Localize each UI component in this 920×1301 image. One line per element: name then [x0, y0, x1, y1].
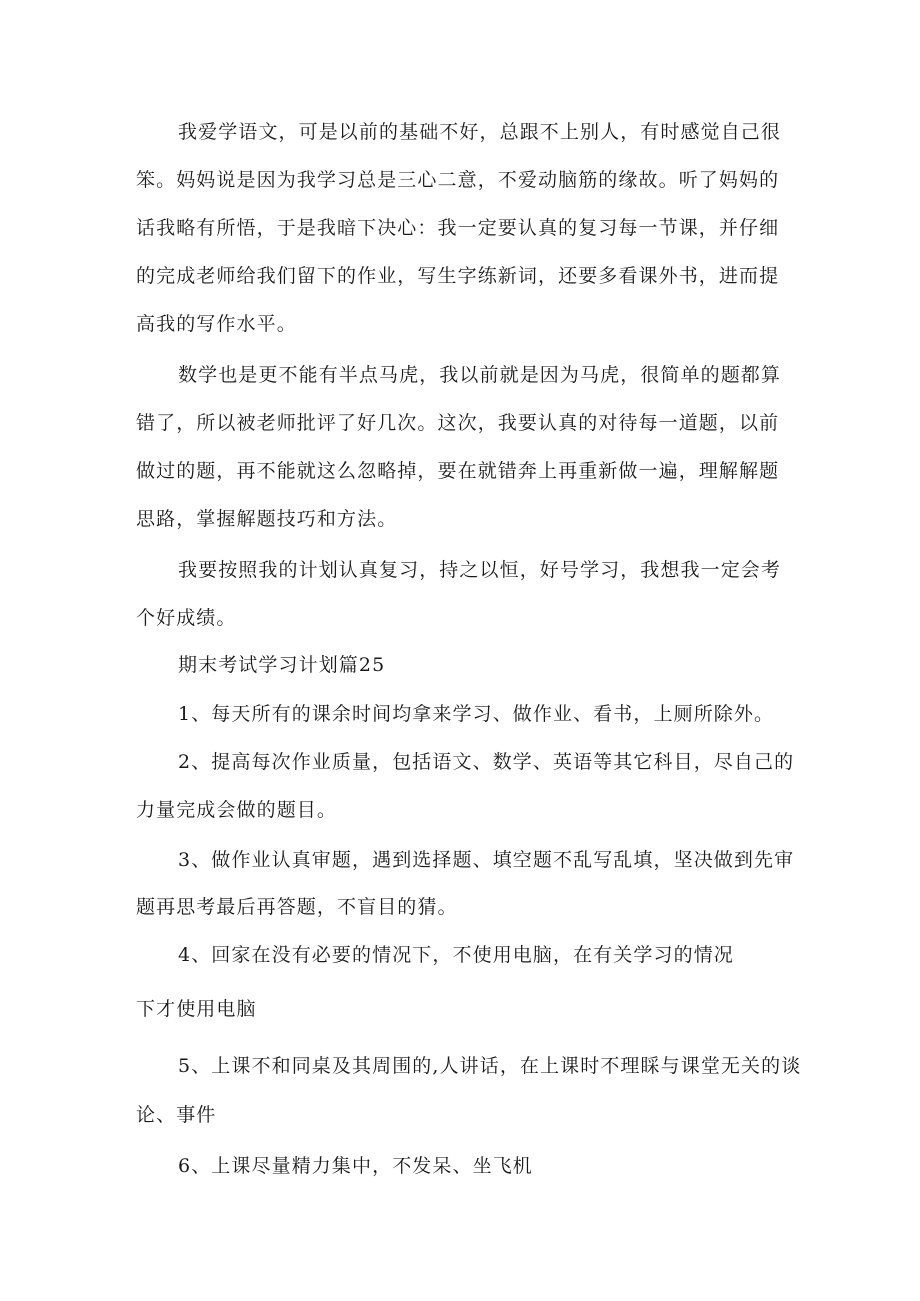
paragraph-1-line-4: 的完成老师给我们留下的作业，写生字练新词，还要多看课外书，进而提: [136, 265, 780, 287]
item-6-line-1: 6、上课尽量精力集中，不发呆、坐飞机: [178, 1155, 533, 1177]
paragraph-1-line-3: 话我略有所悟，于是我暗下决心：我一定要认真的复习每一节课，并仔细: [136, 217, 780, 239]
paragraph-2-line-3: 做过的题，再不能就这么忽略掉，要在就错奔上再重新做一遍，理解解题: [136, 460, 780, 482]
item-3-line-2: 题再思考最后再答题，不盲目的猜。: [136, 896, 458, 918]
item-5-line-2: 论、事件: [136, 1104, 217, 1126]
item-2-line-1: 2、提高每次作业质量，包括语文、数学、英语等其它科目，尽自己的: [178, 751, 795, 773]
paragraph-2-line-1: 数学也是更不能有半点马虎，我以前就是因为马虎，很简单的题都算: [178, 364, 782, 386]
paragraph-1-line-5: 高我的写作水平。: [136, 313, 297, 335]
paragraph-1-line-2: 笨。妈妈说是因为我学习总是三心二意，不爱动脑筋的缘故。听了妈妈的: [136, 169, 780, 191]
item-5-line-1: 5、上课不和同桌及其周围的,人讲话，在上课时不理睬与课堂无关的谈: [178, 1055, 802, 1077]
paragraph-3-line-1: 我要按照我的计划认真复习，持之以恒，好号学习，我想我一定会考: [178, 559, 782, 581]
section-title: 期末考试学习计划篇25: [178, 654, 386, 676]
paragraph-3-line-2: 个好成绩。: [136, 607, 237, 629]
item-4-line-2: 下才使用电脑: [136, 998, 257, 1020]
item-3-line-1: 3、做作业认真审题，遇到选择题、填空题不乱写乱填，坚决做到先审: [178, 849, 795, 871]
item-4-line-1: 4、回家在没有必要的情况下，不使用电脑，在有关学习的情况: [178, 944, 734, 966]
paragraph-2-line-4: 思路，掌握解题技巧和方法。: [136, 508, 398, 530]
paragraph-2-line-2: 错了，所以被老师批评了好几次。这次，我要认真的对待每一道题，以前: [136, 412, 780, 434]
item-1-line-1: 1、每天所有的课余时间均拿来学习、做作业、看书，上厕所除外。: [178, 703, 775, 725]
paragraph-1-line-1: 我爱学语文，可是以前的基础不好，总跟不上别人，有时感觉自己很: [178, 121, 782, 143]
item-2-line-2: 力量完成会做的题目。: [136, 799, 338, 821]
